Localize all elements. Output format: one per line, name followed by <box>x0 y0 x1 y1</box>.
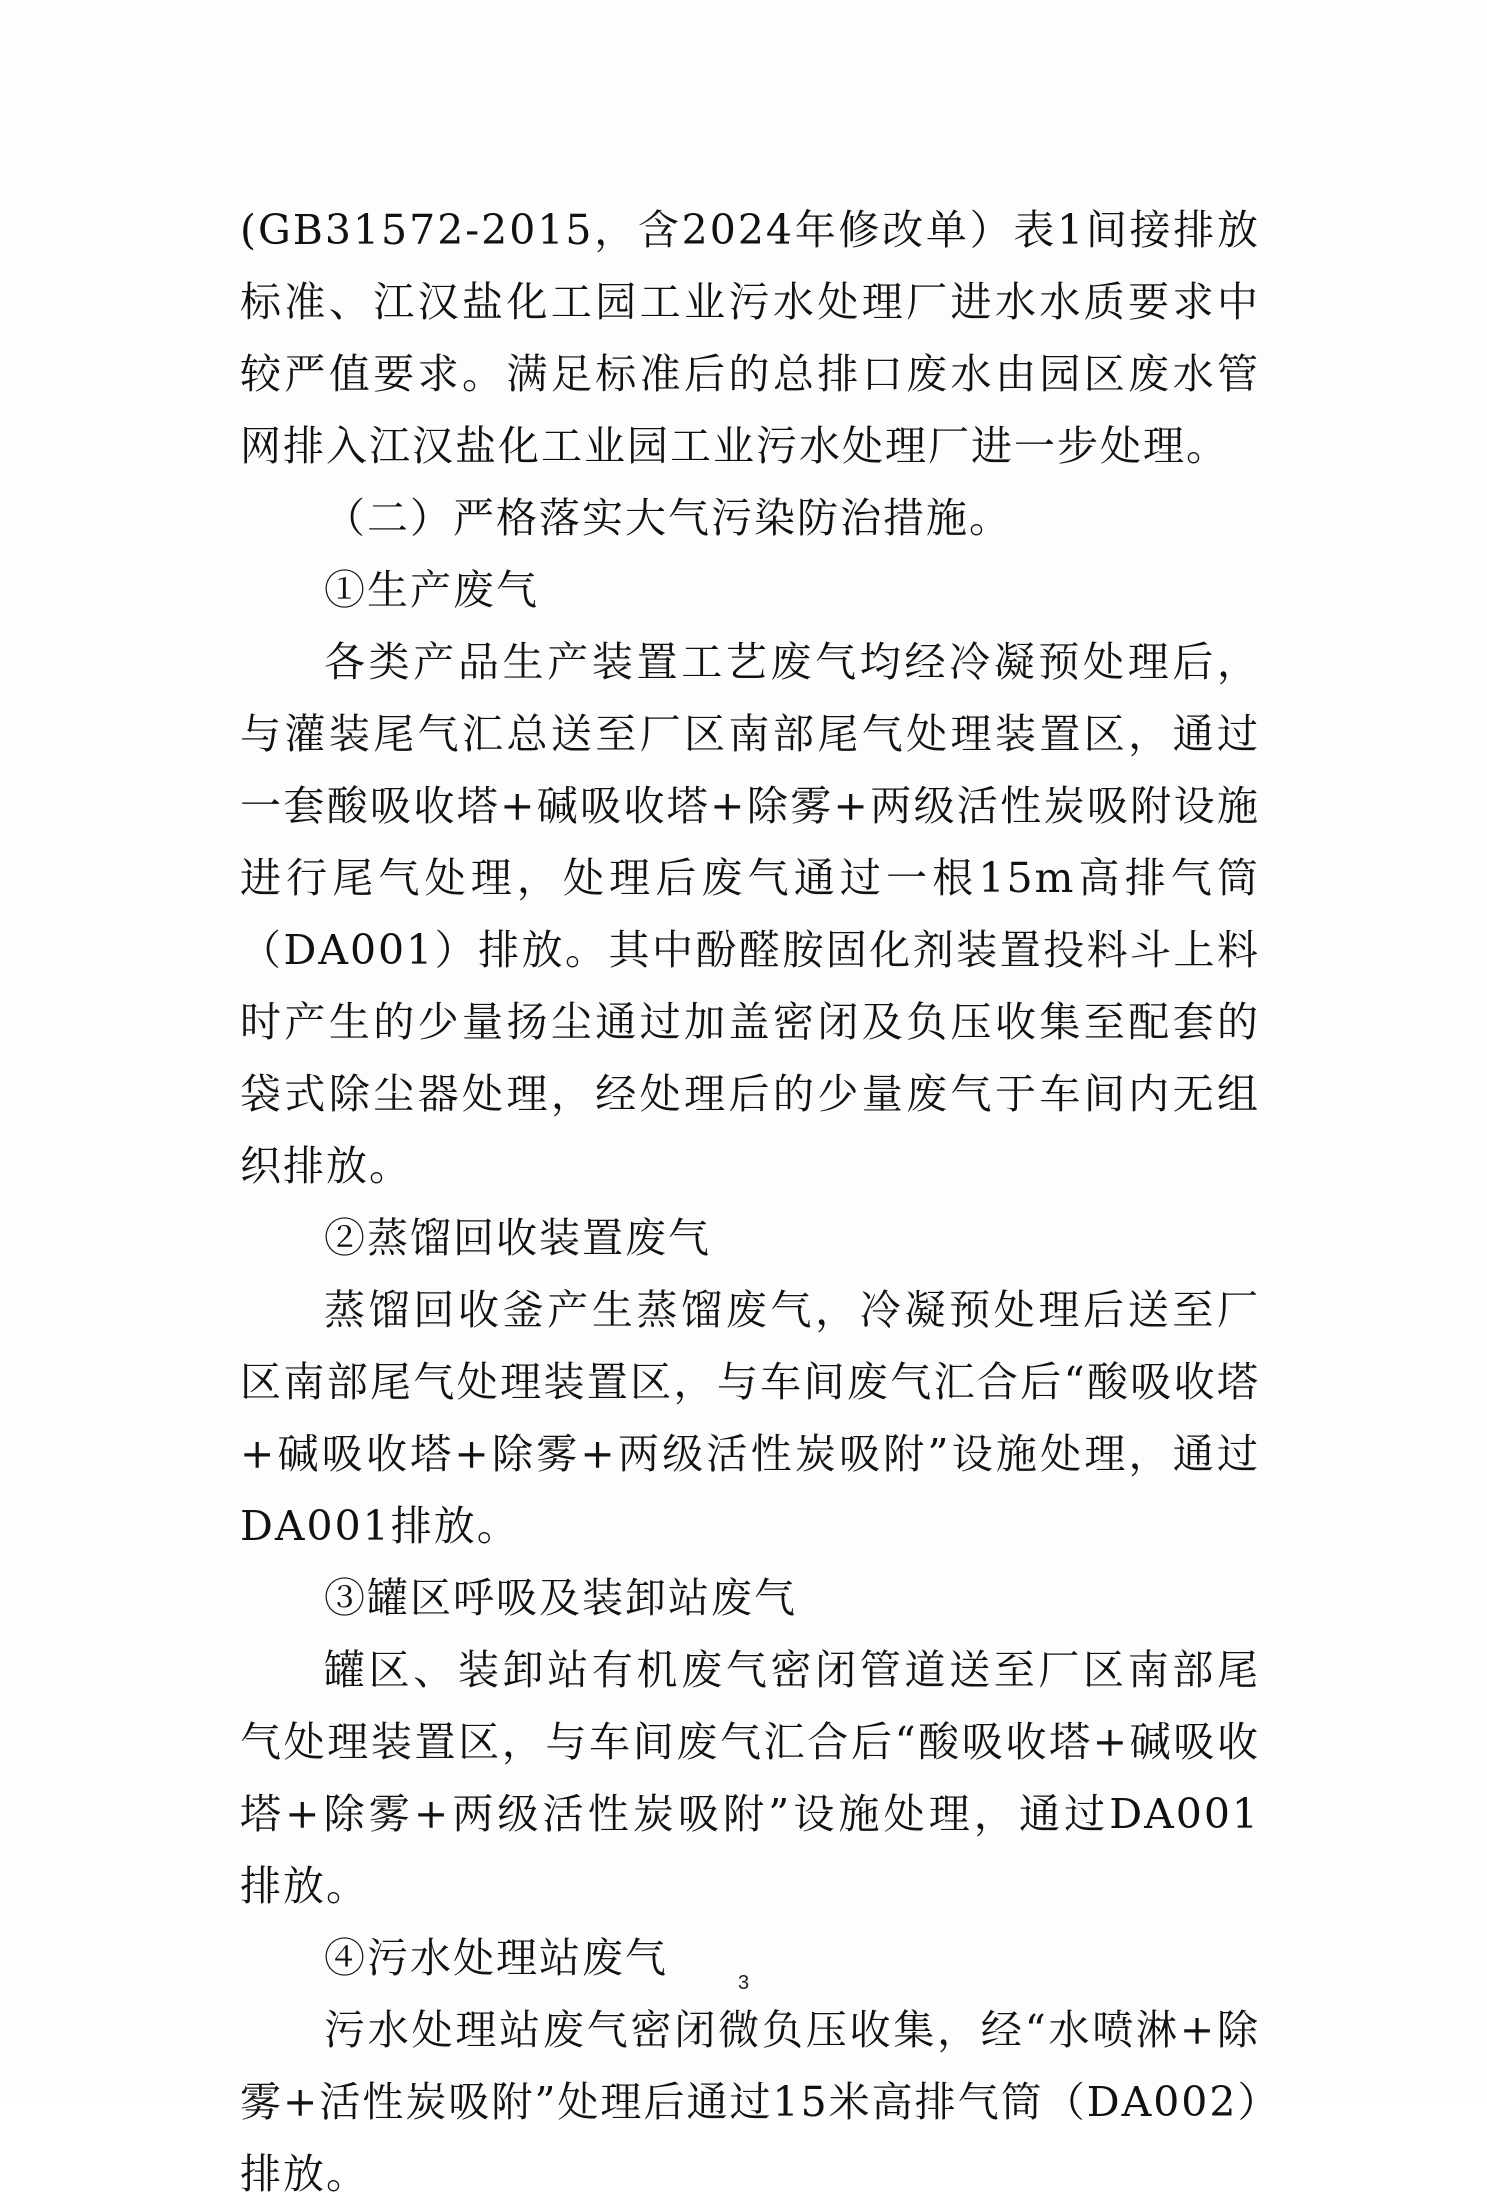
section-heading-air-pollution: （二）严格落实大气污染防治措施。 <box>324 494 1012 542</box>
paragraph-wastewater-station-exhaust: 污水处理站废气密闭微负压收集，经“水喷淋+除雾+活性炭吸附”处理后通过15米高排气筒（DA002）排放。 <box>240 2006 1260 2198</box>
document-body <box>240 194 1260 2210</box>
page-number: 3 <box>737 1972 750 1994</box>
paragraph-production-exhaust: 各类产品生产装置工艺废气均经冷凝预处理后，与灌装尾气汇总送至厂区南部尾气处理装置区，通过一套酸吸收塔+碱吸收塔+除雾+两级活性炭吸附设施进行尾气处理，处理后废气通过一根15m高排气筒（DA001）排放。其中酚醛胺固化剂装置投料斗上料时产生的少量扬尘通过加盖密闭及负压收集至配套的袋式除尘器处理，经处理后的少量废气于车间内无组织排放。 <box>240 638 1260 1190</box>
paragraph-tank-loading-exhaust: 罐区、装卸站有机废气密闭管道送至厂区南部尾气处理装置区，与车间废气汇合后“酸吸收塔+碱吸收塔+除雾+两级活性炭吸附”设施处理，通过DA001排放。 <box>240 1646 1260 1910</box>
paragraph-distillation-exhaust: 蒸馏回收釜产生蒸馏废气，冷凝预处理后送至厂区南部尾气处理装置区，与车间废气汇合后“酸吸收塔+碱吸收塔+除雾+两级活性炭吸附”设施处理，通过DA001排放。 <box>240 1286 1260 1550</box>
sub-heading-distillation-exhaust: ②蒸馏回收装置废气 <box>324 1214 711 1262</box>
paragraph-continuation-wastewater-standard: (GB31572-2015，含2024年修改单）表1间接排放标准、江汉盐化工园工业污水处理厂进水水质要求中较严值要求。满足标准后的总排口废水由园区废水管网排入江汉盐化工业园工业污水处理厂进一步处理。 <box>240 206 1260 470</box>
sub-heading-production-exhaust: ①生产废气 <box>324 566 539 614</box>
sub-heading-tank-loading-exhaust: ③罐区呼吸及装卸站废气 <box>324 1574 797 1622</box>
sub-heading-wastewater-station-exhaust: ④污水处理站废气 <box>324 1934 668 1982</box>
